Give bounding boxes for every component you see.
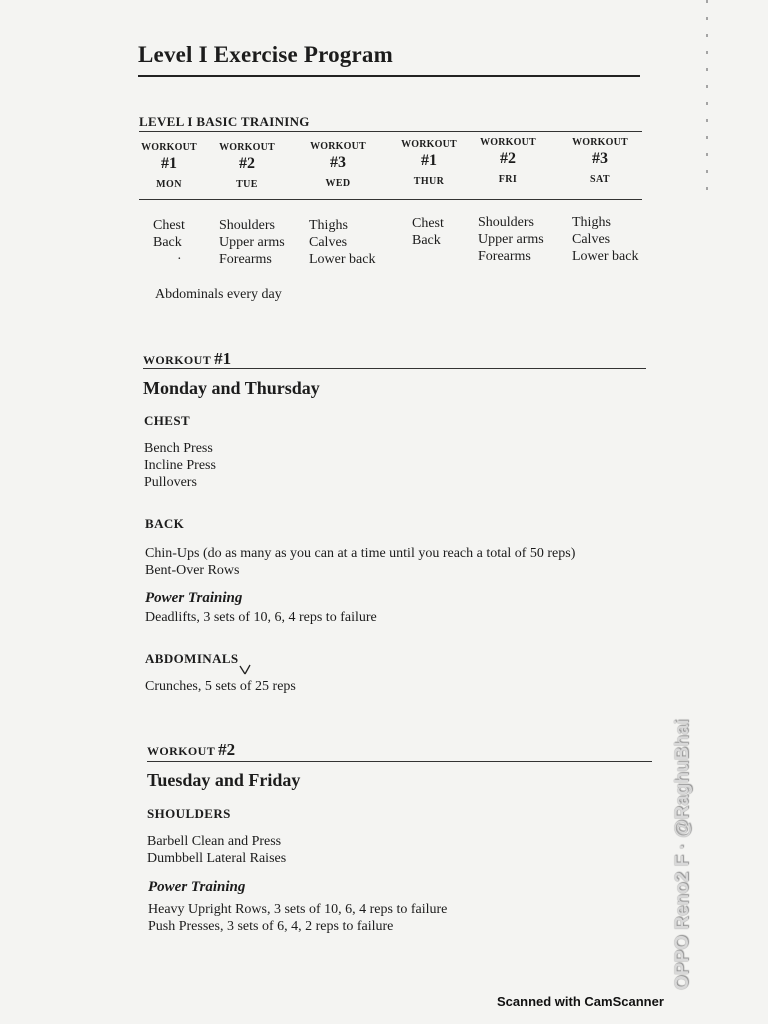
workout1-power-heading: Power Training (145, 590, 243, 606)
schedule-day: MON (156, 179, 182, 190)
workout2-number: #2 (218, 740, 236, 759)
schedule-day: TUE (236, 179, 258, 190)
exercise-item: Bent-Over Rows (145, 563, 240, 578)
camera-watermark: OPPO Reno2 F · @RaghuBhai (672, 719, 693, 990)
parts-item: Back (153, 235, 182, 250)
parts-tue (219, 217, 285, 268)
workout1-label: WORKOUT (143, 353, 212, 367)
workout2-days: Tuesday and Friday (147, 770, 301, 790)
schedule-day: SAT (590, 174, 610, 185)
parts-item: Lower back (572, 249, 639, 264)
parts-item: Thighs (572, 215, 611, 230)
parts-item: Calves (309, 235, 348, 250)
pen-mark-icon (238, 663, 252, 677)
exercise-item: Chin-Ups (do as many as you can at a time until you reach a total of 50 reps) (145, 546, 576, 561)
exercise-item: Heavy Upright Rows, 3 sets of 10, 6, 4 reps to failure (148, 902, 448, 917)
parts-item: Upper arms (219, 235, 285, 250)
workout1-rule (143, 368, 646, 369)
workout2-heading (147, 740, 235, 760)
parts-item: Chest (153, 218, 185, 233)
schedule-workout-number: #2 (239, 155, 255, 172)
scanner-footer: Scanned with CamScanner (497, 994, 664, 1009)
basic-training-rule-bottom (139, 199, 642, 200)
workout2-rule (147, 761, 652, 762)
abdominals-heading: ABDOMINALS (145, 651, 239, 666)
schedule-workout-number: #1 (421, 152, 437, 169)
parts-item: Shoulders (478, 215, 534, 230)
exercise-item: Barbell Clean and Press (147, 834, 282, 849)
exercise-item: Incline Press (144, 458, 216, 473)
basic-training-heading: LEVEL I BASIC TRAINING (139, 114, 310, 129)
parts-item: Upper arms (478, 232, 544, 247)
schedule-label: WORKOUT (219, 142, 275, 153)
schedule-label: WORKOUT (310, 141, 366, 152)
chest-heading: CHEST (144, 413, 191, 428)
parts-item: Shoulders (219, 218, 275, 233)
schedule-workout-number: #3 (592, 150, 608, 167)
schedule-col-mon (129, 142, 209, 190)
exercise-item: Pullovers (144, 475, 197, 490)
schedule-label: WORKOUT (141, 142, 197, 153)
workout1-number: #1 (214, 349, 232, 368)
schedule-col-wed (298, 141, 378, 189)
parts-thur (412, 215, 444, 249)
schedule-label: WORKOUT (572, 137, 628, 148)
parts-item: Back (412, 233, 441, 248)
chest-list (144, 440, 216, 491)
parts-item: Lower back (309, 252, 376, 267)
workout2-label: WORKOUT (147, 744, 216, 758)
abdominals-list (145, 678, 296, 695)
parts-fri (478, 214, 544, 265)
schedule-label: WORKOUT (401, 139, 457, 150)
schedule-col-fri (468, 137, 548, 185)
parts-item: Forearms (478, 249, 531, 264)
schedule-day: WED (325, 178, 351, 189)
page-title: Level I Exercise Program (138, 42, 393, 67)
schedule-label: WORKOUT (480, 137, 536, 148)
abdominals-note: Abdominals every day (155, 287, 282, 302)
parts-item: Forearms (219, 252, 272, 267)
margin-dots-decoration (704, 0, 710, 200)
schedule-workout-number: #1 (161, 155, 177, 172)
workout2-power-list (148, 901, 447, 935)
exercise-item: Crunches, 5 sets of 25 reps (145, 679, 296, 694)
back-heading: BACK (145, 516, 185, 531)
parts-item: Chest (412, 216, 444, 231)
schedule-col-tue (207, 142, 287, 190)
schedule-col-sat (560, 137, 640, 185)
parts-item: Calves (572, 232, 611, 247)
schedule-col-thur (389, 139, 469, 187)
schedule-workout-number: #2 (500, 150, 516, 167)
schedule-day: FRI (498, 174, 518, 185)
workout1-days: Monday and Thursday (143, 378, 320, 398)
shoulders-list (147, 833, 286, 867)
parts-sat (572, 214, 638, 265)
schedule-day: THUR (413, 176, 445, 187)
exercise-item: Push Presses, 3 sets of 6, 4, 2 reps to failure (148, 919, 394, 934)
parts-item: · (177, 252, 182, 267)
workout2-power-heading: Power Training (148, 879, 246, 895)
workout1-heading (143, 349, 231, 369)
exercise-item: Bench Press (144, 441, 213, 456)
exercise-item: Deadlifts, 3 sets of 10, 6, 4 reps to failure (145, 610, 377, 625)
workout1-power-list (145, 609, 377, 626)
back-list (145, 545, 575, 579)
schedule-workout-number: #3 (330, 154, 346, 171)
parts-item: Thighs (309, 218, 348, 233)
exercise-item: Dumbbell Lateral Raises (147, 851, 287, 866)
parts-wed (309, 217, 375, 268)
basic-training-rule-top (139, 131, 642, 132)
shoulders-heading: SHOULDERS (147, 806, 231, 821)
title-rule (138, 75, 640, 77)
parts-mon (153, 217, 185, 268)
